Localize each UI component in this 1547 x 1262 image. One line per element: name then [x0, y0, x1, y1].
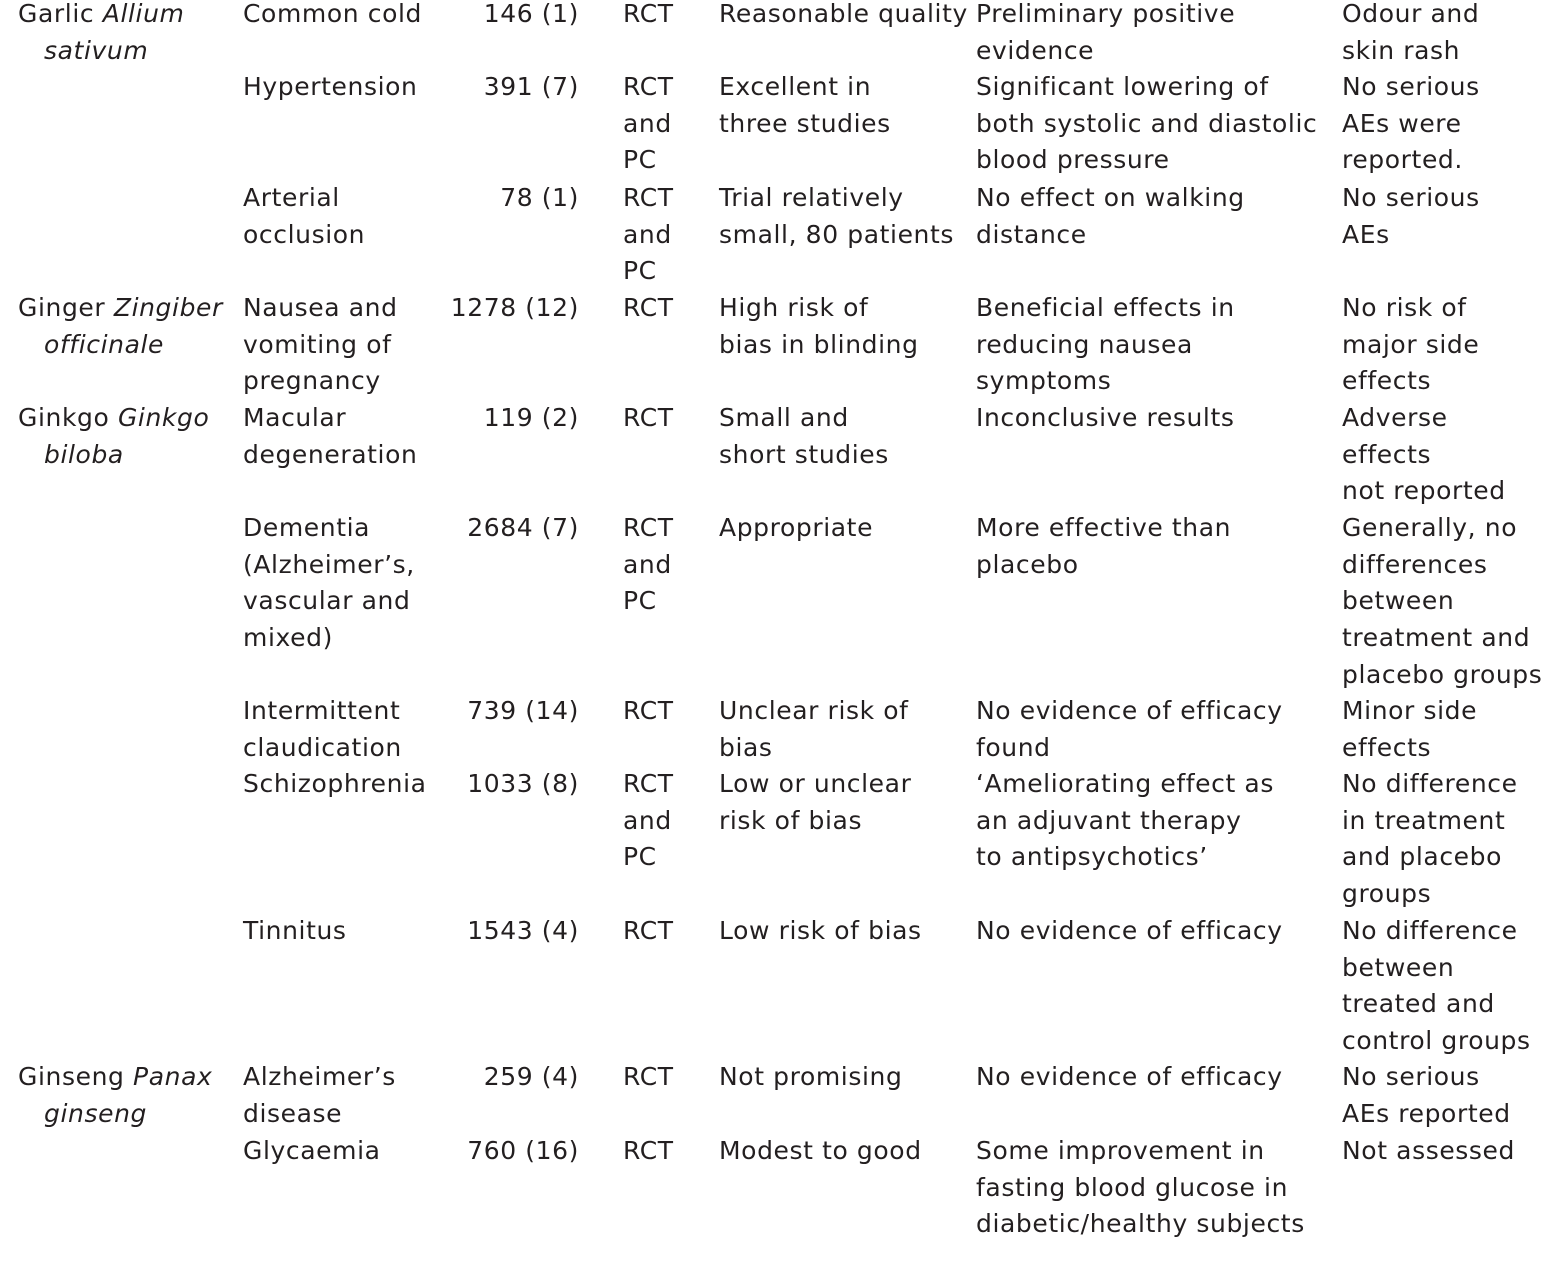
participants-studies: 259 (4)	[483, 1062, 579, 1091]
quality: Low or unclear risk of bias	[719, 769, 912, 835]
result: More effective than placebo	[976, 513, 1232, 579]
condition: Nausea and vomiting of pregnancy	[243, 293, 398, 396]
adverse-effects: No serious AEs were reported.	[1342, 72, 1480, 175]
result: No effect on walking distance	[976, 183, 1245, 249]
quality: Low risk of bias	[719, 916, 922, 945]
adverse-effects: Adverse effects not reported	[1342, 403, 1506, 506]
participants-studies: 146 (1)	[483, 0, 579, 28]
condition: Tinnitus	[243, 916, 347, 945]
study-design: RCT and PC	[623, 513, 674, 616]
participants-studies: 739 (14)	[467, 696, 579, 725]
study-design: RCT	[623, 293, 674, 322]
quality: Trial relatively small, 80 patients	[719, 183, 955, 249]
herb-common-name: Ginger	[18, 293, 106, 322]
adverse-effects: Generally, no differences between treatment and placebo groups	[1342, 513, 1543, 689]
adverse-effects: No serious AEs	[1342, 183, 1480, 249]
study-design: RCT	[623, 696, 674, 725]
adverse-effects: Minor side effects	[1342, 696, 1478, 762]
quality: Appropriate	[719, 513, 874, 542]
herb-species: biloba	[44, 439, 124, 469]
quality: Reasonable quality	[719, 0, 968, 28]
study-design: RCT and PC	[623, 769, 674, 872]
participants-studies: 1278 (12)	[450, 293, 579, 322]
herb-common-name: Ginkgo	[18, 403, 110, 432]
study-design: RCT and PC	[623, 72, 674, 175]
result: Inconclusive results	[976, 403, 1235, 432]
participants-studies: 760 (16)	[467, 1136, 579, 1165]
quality: Modest to good	[719, 1136, 922, 1165]
participants-studies: 391 (7)	[483, 72, 579, 101]
adverse-effects: Not assessed	[1342, 1136, 1515, 1165]
result: Preliminary positive evidence	[976, 0, 1236, 65]
result: ‘Ameliorating effect as an adjuvant therapy to antipsychotics’	[976, 769, 1274, 872]
herb-common-name: Garlic	[18, 0, 95, 28]
herb-common-name: Ginseng	[18, 1062, 125, 1091]
condition: Common cold	[243, 0, 422, 28]
herb-genus: Panax	[133, 1062, 213, 1091]
result: Beneficial effects in reducing nausea symptoms	[976, 293, 1235, 396]
herb-name	[18, 1059, 238, 1132]
adverse-effects: No serious AEs reported	[1342, 1062, 1511, 1128]
participants-studies: 119 (2)	[483, 403, 579, 432]
study-design: RCT and PC	[623, 183, 674, 286]
study-design: RCT	[623, 1062, 674, 1091]
quality: Not promising	[719, 1062, 903, 1091]
adverse-effects: No risk of major side effects	[1342, 293, 1480, 396]
condition: Glycaemia	[243, 1136, 381, 1165]
participants-studies: 1543 (4)	[467, 916, 579, 945]
study-design: RCT	[623, 0, 674, 28]
result: Some improvement in fasting blood glucose in diabetic/healthy subjects	[976, 1136, 1305, 1239]
adverse-effects: No difference in treatment and placebo groups	[1342, 769, 1518, 909]
herb-species: ginseng	[44, 1098, 147, 1128]
herb-name	[18, 0, 238, 69]
condition: Intermittent claudication	[243, 696, 402, 762]
quality: High risk of bias in blinding	[719, 293, 919, 359]
study-design: RCT	[623, 916, 674, 945]
condition: Schizophrenia	[243, 769, 427, 798]
herb-genus: Zingiber	[113, 293, 223, 322]
condition: Arterial occlusion	[243, 183, 366, 249]
participants-studies: 2684 (7)	[467, 513, 579, 542]
quality: Small and short studies	[719, 403, 889, 469]
result: No evidence of efficacy found	[976, 696, 1283, 762]
herb-genus: Allium	[102, 0, 185, 28]
quality: Unclear risk of bias	[719, 696, 909, 762]
condition: Dementia (Alzheimer’s, vascular and mixed)	[243, 513, 415, 653]
herb-genus: Ginkgo	[117, 403, 210, 432]
condition: Hypertension	[243, 72, 418, 101]
condition: Macular degeneration	[243, 403, 418, 469]
result: Significant lowering of both systolic and diastolic blood pressure	[976, 72, 1318, 175]
result: No evidence of efficacy	[976, 916, 1283, 945]
herb-name	[18, 290, 238, 363]
adverse-effects: Odour and skin rash	[1342, 0, 1480, 65]
herb-name	[18, 400, 238, 473]
result: No evidence of efficacy	[976, 1062, 1283, 1091]
study-design: RCT	[623, 403, 674, 432]
adverse-effects: No difference between treated and control groups	[1342, 916, 1531, 1056]
condition: Alzheimer’s disease	[243, 1062, 396, 1128]
participants-studies: 1033 (8)	[467, 769, 579, 798]
herb-species: sativum	[44, 35, 149, 65]
study-design: RCT	[623, 1136, 674, 1165]
participants-studies: 78 (1)	[500, 183, 579, 212]
herb-species: officinale	[44, 329, 165, 359]
quality: Excellent in three studies	[719, 72, 891, 138]
